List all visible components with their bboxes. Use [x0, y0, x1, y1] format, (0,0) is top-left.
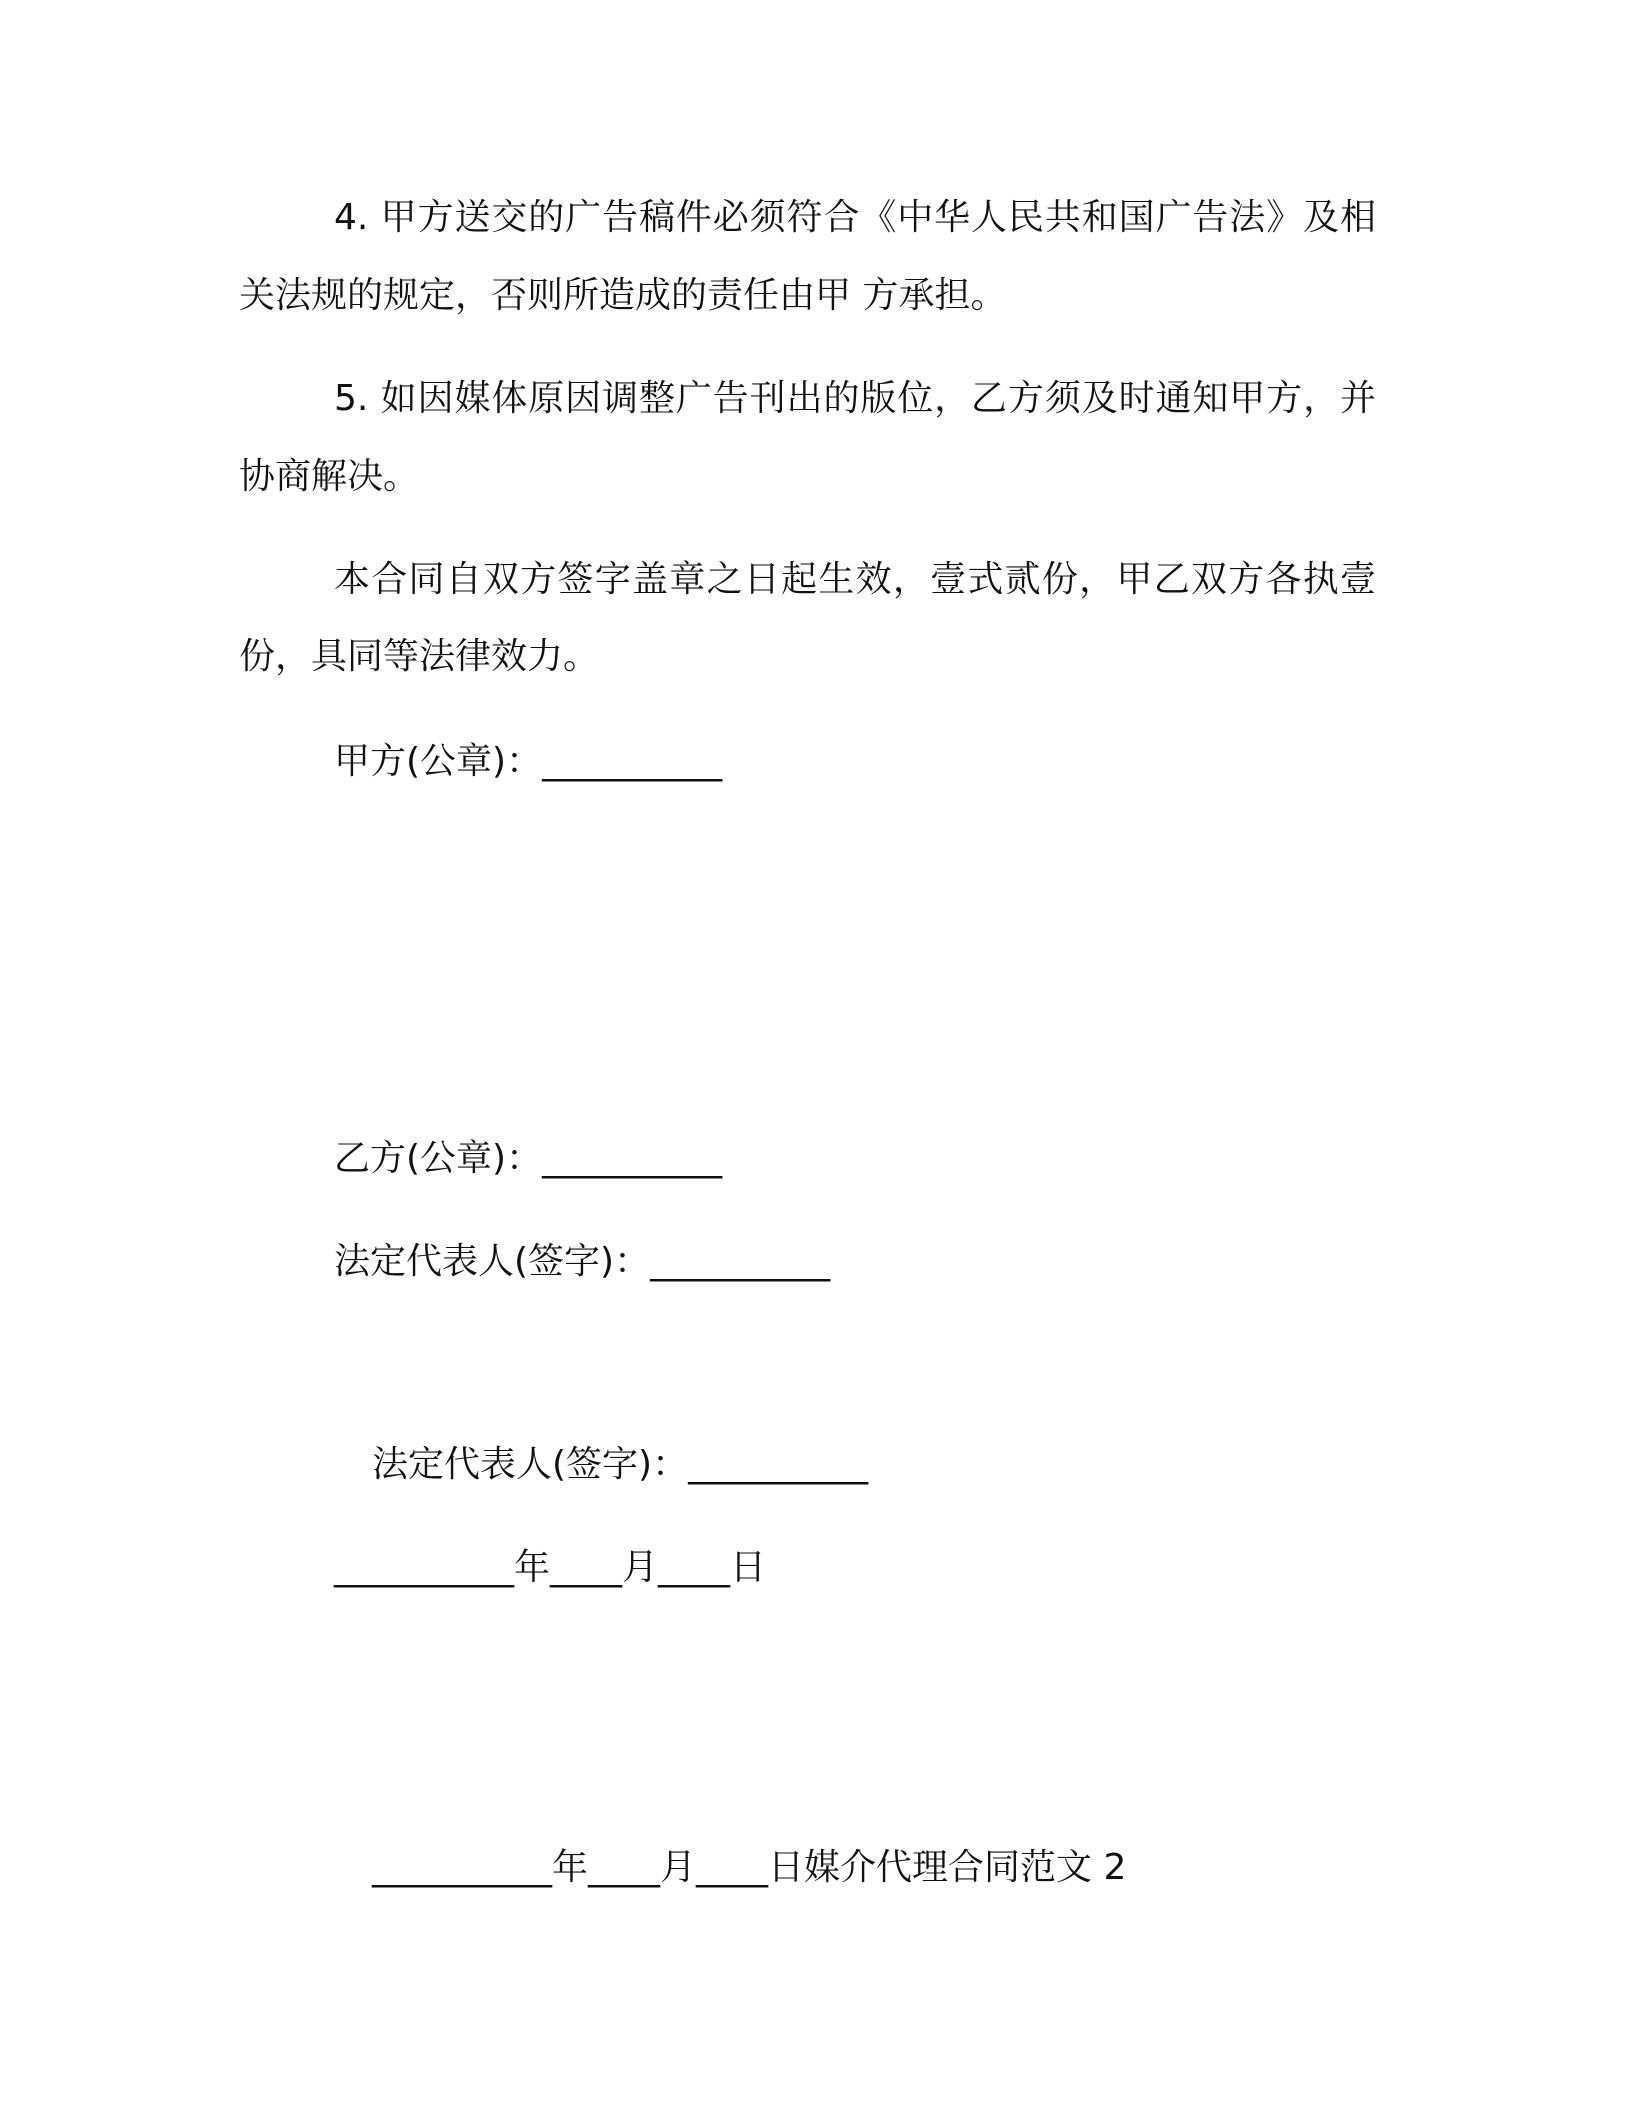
party-a-seal-field: 甲方(公章)：__________ [334, 741, 723, 782]
legal-representative-signature-2: 法定代表人(签字)：__________ [372, 1444, 869, 1485]
date-and-next-contract-title: __________年____月____日媒介代理合同范文 2 [372, 1847, 1127, 1888]
signing-date-field: __________年____月____日 [334, 1547, 766, 1588]
effect-clause-line-2: 份，具同等法律效力。 [239, 636, 600, 677]
effect-clause-line-1: 本合同自双方签字盖章之日起生效，壹式贰份，甲乙双方各执壹 [334, 559, 1376, 600]
clause-5-line-2: 协商解决。 [239, 456, 420, 497]
clause-5-line-1: 5. 如因媒体原因调整广告刊出的版位，乙方须及时通知甲方，并 [334, 378, 1376, 419]
legal-representative-signature-1: 法定代表人(签字)：__________ [334, 1241, 831, 1282]
clause-4-line-1: 4. 甲方送交的广告稿件必须符合《中华人民共和国广告法》及相 [334, 197, 1376, 238]
clause-4-line-2: 关法规的规定，否则所造成的责任由甲 方承担。 [239, 275, 1007, 316]
party-b-seal-field: 乙方(公章)：__________ [334, 1138, 723, 1179]
